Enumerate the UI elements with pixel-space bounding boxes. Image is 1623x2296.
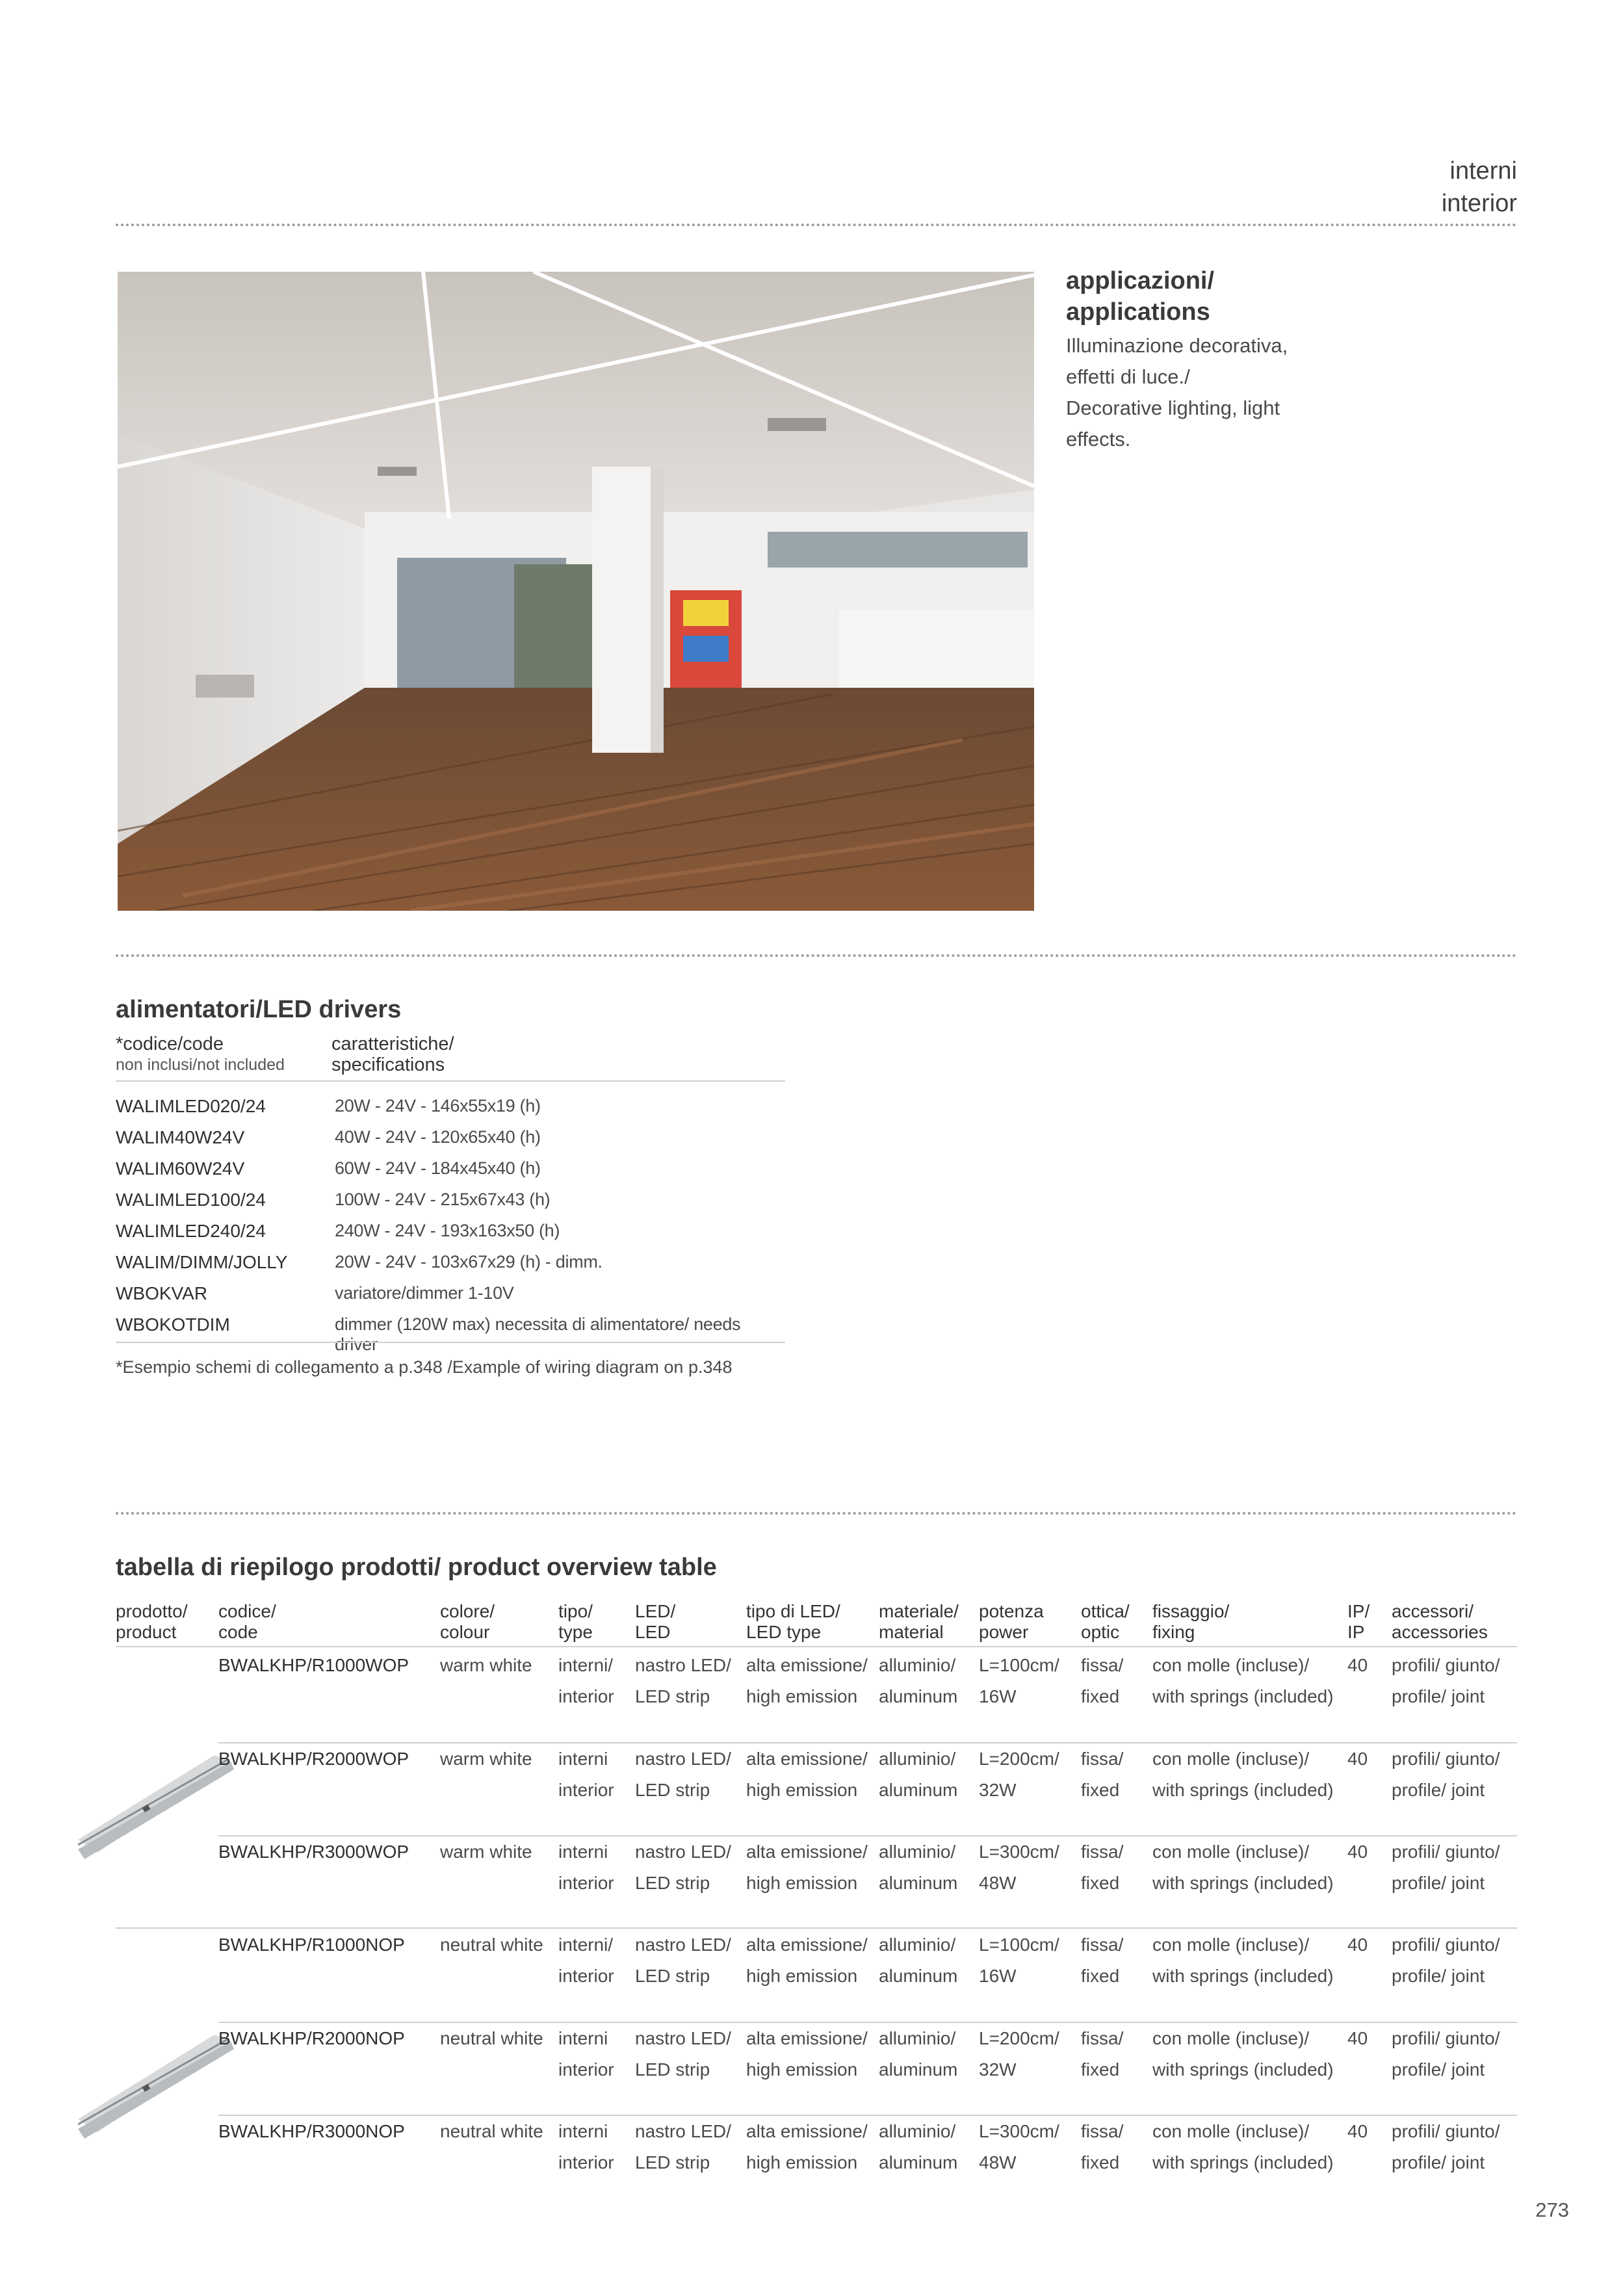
row-colour: neutral white	[440, 2028, 543, 2048]
row-material: aluminum	[879, 2059, 958, 2080]
divider-middle	[116, 954, 1517, 957]
row-optic: fissa/	[1081, 2028, 1124, 2048]
header-ip	[1347, 1601, 1370, 1643]
row-led-type: high emission	[746, 2152, 858, 2172]
row-material: alluminio/	[879, 1749, 956, 1769]
row-power: 48W	[979, 1873, 1017, 1893]
table-header-rule	[116, 1646, 1517, 1647]
row-led: LED strip	[635, 1966, 710, 1986]
row-led-type: alta emissione/	[746, 1842, 868, 1862]
row-fixing: with springs (included)	[1152, 1966, 1334, 1986]
driver-spec: 240W - 24V - 193x163x50 (h)	[335, 1221, 560, 1240]
header-code	[218, 1601, 276, 1643]
row-led-type: alta emissione/	[746, 2121, 868, 2141]
row-led: nastro LED/	[635, 2028, 731, 2048]
drivers-code-header: *codice/code	[116, 1034, 224, 1054]
row-accessories: profile/ joint	[1392, 1780, 1485, 1800]
row-power: L=200cm/	[979, 2028, 1059, 2048]
row-accessories: profili/ giunto/	[1392, 2121, 1500, 2141]
row-material: alluminio/	[879, 1935, 956, 1955]
driver-code: WBOKVAR	[116, 1283, 208, 1303]
row-ip: 40	[1347, 1655, 1368, 1675]
driver-spec: 20W - 24V - 146x55x19 (h)	[335, 1096, 541, 1115]
row-optic: fixed	[1081, 2059, 1120, 2080]
drivers-spec-header-it: caratteristiche/	[331, 1034, 454, 1054]
row-led: nastro LED/	[635, 2121, 731, 2141]
row-code: BWALKHP/R3000NOP	[218, 2121, 405, 2141]
divider-lower	[116, 1512, 1517, 1515]
driver-row	[116, 1190, 785, 1221]
row-fixing: con molle (incluse)/	[1152, 2121, 1310, 2141]
header-text: type	[558, 1622, 593, 1642]
section-label	[1442, 155, 1517, 220]
driver-code: WALIM60W24V	[116, 1158, 245, 1179]
row-accessories: profili/ giunto/	[1392, 1655, 1500, 1675]
applications-text-line: effetti di luce./	[1066, 365, 1190, 388]
row-optic: fixed	[1081, 1873, 1120, 1893]
row-type: interior	[558, 2152, 614, 2172]
header-power	[979, 1601, 1044, 1643]
row-material: aluminum	[879, 1873, 958, 1893]
row-power: 16W	[979, 1966, 1017, 1986]
row-optic: fissa/	[1081, 1842, 1124, 1862]
header-fixing	[1152, 1601, 1229, 1643]
row-power: 32W	[979, 2059, 1017, 2080]
row-led: LED strip	[635, 2059, 710, 2080]
driver-code: WALIMLED240/24	[116, 1221, 266, 1241]
table-row	[116, 2023, 1517, 2115]
applications-text-line: Illuminazione decorativa,	[1066, 334, 1288, 357]
row-type: interni	[558, 1749, 608, 1769]
driver-spec: variatore/dimmer 1-10V	[335, 1283, 514, 1303]
row-power: 48W	[979, 2152, 1017, 2172]
row-accessories: profile/ joint	[1392, 2059, 1485, 2080]
row-optic: fissa/	[1081, 1935, 1124, 1955]
row-power: L=100cm/	[979, 1655, 1059, 1675]
row-led-type: high emission	[746, 1780, 858, 1800]
row-power: L=300cm/	[979, 2121, 1059, 2141]
row-ip: 40	[1347, 2028, 1368, 2048]
row-fixing: with springs (included)	[1152, 2059, 1334, 2080]
header-text: IP	[1347, 1622, 1365, 1642]
row-fixing: con molle (incluse)/	[1152, 2028, 1310, 2048]
row-accessories: profile/ joint	[1392, 2152, 1485, 2172]
row-type: interni	[558, 2028, 608, 2048]
row-material: aluminum	[879, 1966, 958, 1986]
row-led-type: high emission	[746, 1686, 858, 1706]
applications-text-line: Decorative lighting, light	[1066, 397, 1280, 419]
header-type	[558, 1601, 593, 1643]
row-fixing: con molle (incluse)/	[1152, 1842, 1310, 1862]
row-material: aluminum	[879, 1686, 958, 1706]
row-type: interior	[558, 2059, 614, 2080]
drivers-spec-header-en: specifications	[331, 1054, 445, 1075]
row-code: BWALKHP/R3000WOP	[218, 1842, 409, 1862]
applications-text-line: effects.	[1066, 428, 1131, 450]
header-text: ottica/	[1081, 1601, 1130, 1621]
row-type: interni/	[558, 1935, 614, 1955]
driver-row	[116, 1127, 785, 1158]
row-accessories: profile/ joint	[1392, 1966, 1485, 1986]
header-text: tipo/	[558, 1601, 593, 1621]
driver-spec: dimmer (120W max) necessita di alimentatore/ needs driver	[335, 1314, 741, 1354]
row-fixing: con molle (incluse)/	[1152, 1935, 1310, 1955]
row-fixing: con molle (incluse)/	[1152, 1749, 1310, 1769]
interior-photo	[118, 272, 1034, 911]
row-material: alluminio/	[879, 2028, 956, 2048]
row-type: interior	[558, 1686, 614, 1706]
driver-row	[116, 1221, 785, 1252]
row-accessories: profile/ joint	[1392, 1686, 1485, 1706]
row-optic: fixed	[1081, 1686, 1120, 1706]
row-fixing: with springs (included)	[1152, 1686, 1334, 1706]
drivers-header-rule	[116, 1080, 785, 1082]
row-power: L=200cm/	[979, 1749, 1059, 1769]
row-optic: fixed	[1081, 1966, 1120, 1986]
driver-spec: 20W - 24V - 103x67x29 (h) - dimm.	[335, 1252, 603, 1272]
row-led: LED strip	[635, 1873, 710, 1893]
row-led: LED strip	[635, 1686, 710, 1706]
header-text: materiale/	[879, 1601, 959, 1621]
row-power: L=300cm/	[979, 1842, 1059, 1862]
row-type: interior	[558, 1873, 614, 1893]
row-fixing: with springs (included)	[1152, 1873, 1334, 1893]
header-text: colore/	[440, 1601, 495, 1621]
row-power: 16W	[979, 1686, 1017, 1706]
row-code: BWALKHP/R1000NOP	[218, 1935, 405, 1955]
page-number: 273	[1535, 2198, 1569, 2221]
row-colour: neutral white	[440, 1935, 543, 1955]
row-led-type: high emission	[746, 1873, 858, 1893]
row-led-type: high emission	[746, 1966, 858, 1986]
overview-title: tabella di riepilogo prodotti/ product overview table	[116, 1554, 717, 1581]
row-led-type: alta emissione/	[746, 1749, 868, 1769]
row-colour: warm white	[440, 1655, 532, 1675]
row-divider	[218, 1927, 1517, 1929]
row-optic: fissa/	[1081, 2121, 1124, 2141]
row-colour: warm white	[440, 1749, 532, 1769]
row-power: L=100cm/	[979, 1935, 1059, 1955]
row-optic: fissa/	[1081, 1655, 1124, 1675]
row-accessories: profile/ joint	[1392, 1873, 1485, 1893]
row-led: nastro LED/	[635, 1842, 731, 1862]
row-type: interni	[558, 1842, 608, 1862]
driver-row	[116, 1096, 785, 1127]
row-ip: 40	[1347, 2121, 1368, 2141]
table-row	[116, 1929, 1517, 2022]
header-text: LED type	[746, 1622, 822, 1642]
header-text: optic	[1081, 1622, 1120, 1642]
applications-text	[1066, 330, 1339, 455]
row-led: LED strip	[635, 1780, 710, 1800]
row-accessories: profili/ giunto/	[1392, 2028, 1500, 2048]
header-text: codice/	[218, 1601, 276, 1621]
header-accessories	[1392, 1601, 1488, 1643]
row-led: nastro LED/	[635, 1655, 731, 1675]
row-led: nastro LED/	[635, 1749, 731, 1769]
row-material: alluminio/	[879, 1842, 956, 1862]
drivers-bottom-rule	[116, 1342, 785, 1343]
table-row	[116, 1836, 1517, 1929]
header-text: code	[218, 1622, 258, 1642]
row-type: interior	[558, 1780, 614, 1800]
row-ip: 40	[1347, 1935, 1368, 1955]
header-text: LED	[635, 1622, 671, 1642]
header-text: power	[979, 1622, 1029, 1642]
row-optic: fissa/	[1081, 1749, 1124, 1769]
driver-row	[116, 1283, 785, 1314]
driver-row	[116, 1252, 785, 1283]
drivers-col2-header	[331, 1034, 454, 1075]
header-text: material	[879, 1622, 944, 1642]
header-text: accessories	[1392, 1622, 1488, 1642]
row-led-type: alta emissione/	[746, 2028, 868, 2048]
table-row	[116, 2116, 1517, 2208]
header-text: product	[116, 1622, 177, 1642]
applications-title-it: applicazioni/	[1066, 267, 1215, 294]
driver-code: WALIM/DIMM/JOLLY	[116, 1252, 288, 1272]
driver-code: WALIM40W24V	[116, 1127, 245, 1147]
section-label-it: interni	[1449, 157, 1517, 185]
row-led-type: alta emissione/	[746, 1655, 868, 1675]
row-optic: fixed	[1081, 1780, 1120, 1800]
row-led: nastro LED/	[635, 1935, 731, 1955]
row-colour: neutral white	[440, 2121, 543, 2141]
header-text: potenza	[979, 1601, 1044, 1621]
driver-spec: 40W - 24V - 120x65x40 (h)	[335, 1127, 541, 1147]
row-colour: warm white	[440, 1842, 532, 1862]
applications-title-en: applications	[1066, 298, 1210, 326]
header-led	[635, 1601, 675, 1643]
header-text: fixing	[1152, 1622, 1195, 1642]
driver-code: WALIMLED020/24	[116, 1096, 266, 1116]
header-text: IP/	[1347, 1601, 1370, 1621]
drivers-code-subheader: non inclusi/not included	[116, 1056, 285, 1074]
drivers-footnote: *Esempio schemi di collegamento a p.348 /Example of wiring diagram on p.348	[116, 1357, 733, 1377]
header-led-type	[746, 1601, 840, 1643]
row-optic: fixed	[1081, 2152, 1120, 2172]
row-power: 32W	[979, 1780, 1017, 1800]
driver-spec: 100W - 24V - 215x67x43 (h)	[335, 1190, 551, 1209]
header-material	[879, 1601, 959, 1643]
header-text: accessori/	[1392, 1601, 1474, 1621]
row-code: BWALKHP/R1000WOP	[218, 1655, 409, 1675]
drivers-col1-header	[116, 1034, 285, 1075]
header-optic	[1081, 1601, 1130, 1643]
row-fixing: with springs (included)	[1152, 2152, 1334, 2172]
row-material: alluminio/	[879, 1655, 956, 1675]
header-text: colour	[440, 1622, 490, 1642]
row-led-type: high emission	[746, 2059, 858, 2080]
header-text: fissaggio/	[1152, 1601, 1230, 1621]
section-label-en: interior	[1441, 190, 1517, 217]
row-material: aluminum	[879, 2152, 958, 2172]
row-accessories: profili/ giunto/	[1392, 1842, 1500, 1862]
drivers-title: alimentatori/LED drivers	[116, 996, 402, 1023]
row-accessories: profili/ giunto/	[1392, 1749, 1500, 1769]
table-row	[116, 1650, 1517, 1742]
row-code: BWALKHP/R2000WOP	[218, 1749, 409, 1769]
row-material: alluminio/	[879, 2121, 956, 2141]
row-type: interior	[558, 1966, 614, 1986]
driver-code: WBOKOTDIM	[116, 1314, 230, 1335]
divider-top	[116, 224, 1517, 226]
driver-spec: 60W - 24V - 184x45x40 (h)	[335, 1158, 541, 1178]
row-code: BWALKHP/R2000NOP	[218, 2028, 405, 2048]
row-material: aluminum	[879, 1780, 958, 1800]
row-type: interni/	[558, 1655, 614, 1675]
header-text: prodotto/	[116, 1601, 188, 1621]
row-type: interni	[558, 2121, 608, 2141]
header-text: LED/	[635, 1601, 676, 1621]
driver-row	[116, 1314, 785, 1354]
row-led-type: alta emissione/	[746, 1935, 868, 1955]
table-row	[116, 1743, 1517, 1836]
header-colour	[440, 1601, 495, 1643]
applications-title	[1066, 265, 1214, 328]
driver-row	[116, 1158, 785, 1190]
header-product	[116, 1601, 188, 1643]
row-ip: 40	[1347, 1842, 1368, 1862]
row-led: LED strip	[635, 2152, 710, 2172]
header-text: tipo di LED/	[746, 1601, 840, 1621]
row-fixing: con molle (incluse)/	[1152, 1655, 1310, 1675]
row-accessories: profili/ giunto/	[1392, 1935, 1500, 1955]
driver-code: WALIMLED100/24	[116, 1190, 266, 1210]
row-fixing: with springs (included)	[1152, 1780, 1334, 1800]
row-ip: 40	[1347, 1749, 1368, 1769]
